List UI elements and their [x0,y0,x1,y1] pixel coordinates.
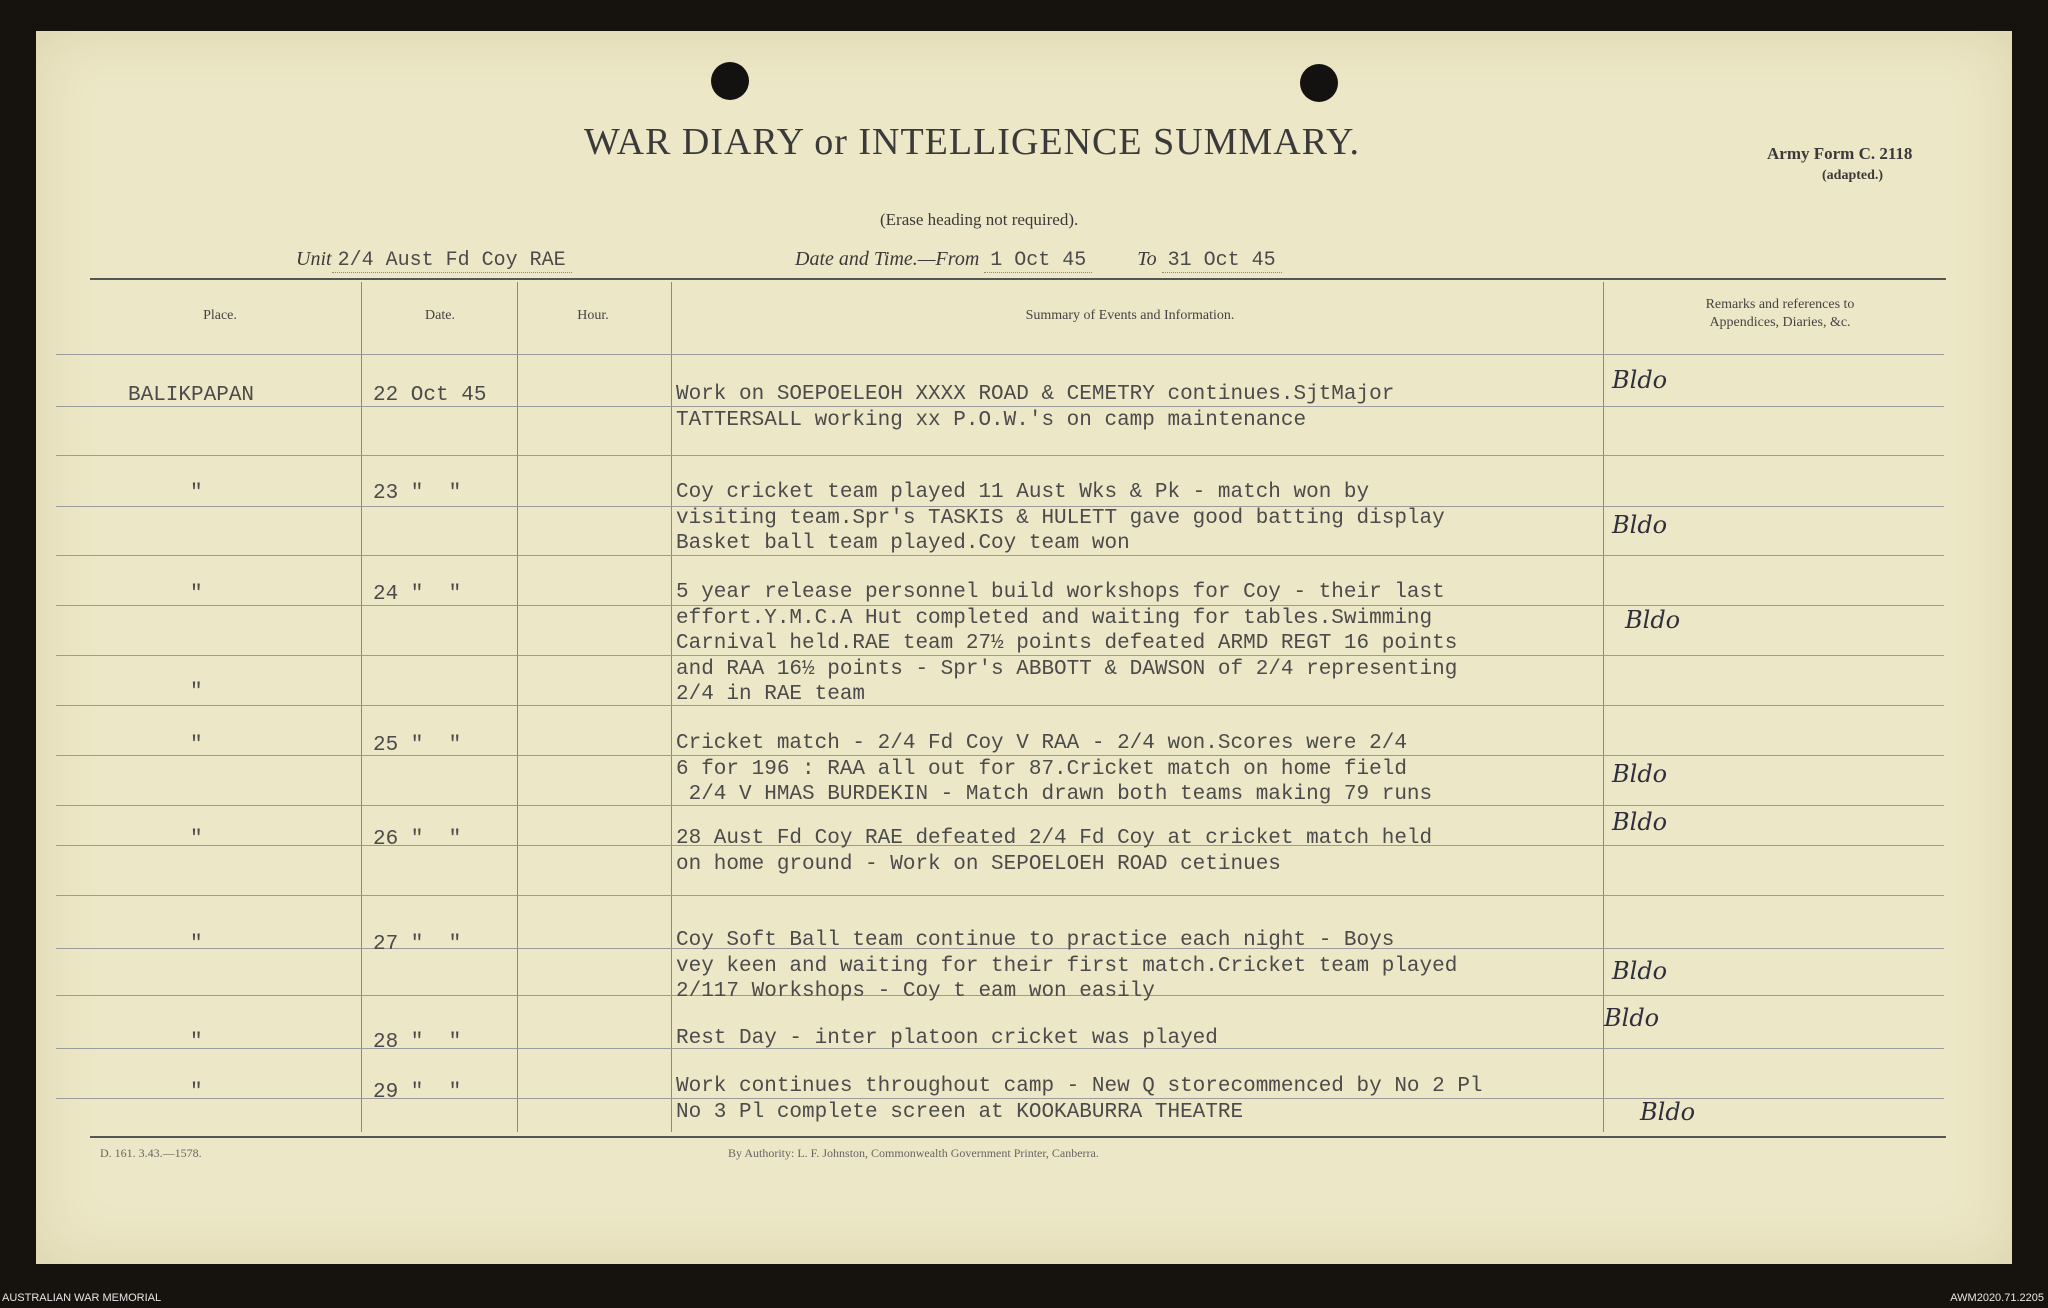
top-rule [90,278,1946,280]
date-from-label: Date and Time.—From [795,248,980,270]
entry-initials: Bldo [1625,606,1681,634]
entry-place: " [190,933,203,956]
entry-initials: Bldo [1612,957,1668,985]
entry-initials: Bldo [1640,1098,1696,1126]
entry-date: 27 " " [373,933,462,956]
entry-date: 26 " " [373,828,462,851]
entry-place: " [190,482,203,505]
punch-hole-left [711,62,749,100]
unit-value: 2/4 Aust Fd Coy RAE [332,249,572,273]
entry-summary: Work continues throughout camp - New Q storecommenced by No 2 Pl No 3 Pl complete screen at KOOKABURRA THEATRE [676,1075,1483,1124]
entry-initials: Bldo [1612,760,1668,788]
entry-summary: Cricket match - 2/4 Fd Coy V RAA - 2/4 won.Scores were 2/4 6 for 196 : RAA all out for 87.Cricket match on home field 2/4 V HMAS BURDEKIN - Match drawn both teams making 79 runs [676,732,1433,806]
archive-accession: AWM2020.71.2205 [1950,1292,2044,1304]
unit-label: Unit [296,248,332,270]
entry-initials: Bldo [1612,808,1668,836]
row-rule [56,895,1944,896]
entry-place: " [190,1031,203,1054]
date-line [795,248,1282,272]
bottom-rule [90,1136,1946,1138]
footer-code: D. 161. 3.43.—1578. [100,1146,202,1160]
entry-summary: Rest Day - inter platoon cricket was played [676,1027,1218,1050]
col-header-place: Place. [203,308,237,323]
col-divider-1 [361,282,362,1132]
entry-summary: Work on SOEPOELEOH XXXX ROAD & CEMETRY continues.SjtMajor TATTERSALL working xx P.O.W.'s on camp maintenance [676,383,1395,432]
col-divider-2 [517,282,518,1132]
entry-initials: Bldo [1612,366,1668,394]
entry-date: 24 " " [373,583,462,606]
entry-summary: 5 year release personnel build workshops for Coy - their last effort.Y.M.C.A Hut completed and waiting for tables.Swimming Carnival held.RAE team 27½ points defeated ARMD REGT 16 points and RAA 16½ points - Spr's ABBOTT & DAWSON of 2/4 representing 2/4 in RAE team [676,581,1458,706]
entry-place: BALIKPAPAN [128,384,255,407]
date-to-label: To [1137,248,1157,270]
entry-summary: Coy cricket team played 11 Aust Wks & Pk - match won by visiting team.Spr's TASKIS & HULETT gave good batting display Basket ball team played.Coy team won [676,481,1445,555]
entry-place: " [190,1081,203,1104]
army-form-adapted: (adapted.) [1822,168,1884,183]
entry-place: " [190,583,203,606]
entry-date: 23 " " [373,482,462,505]
punch-hole-right [1300,64,1338,102]
row-rule [56,354,1944,355]
entry-initials: Bldo [1604,1004,1660,1032]
col-header-date: Date. [425,308,455,323]
footer-authority: By Authority: L. F. Johnston, Commonwealth Government Printer, Canberra. [728,1146,1099,1160]
entry-date: 22 Oct 45 [373,384,487,407]
entry-initials: Bldo [1612,511,1668,539]
entry-place: " [190,734,203,757]
army-form-number: Army Form C. 2118 [1767,144,1913,163]
entry-place-ditto: " [190,681,203,704]
col-header-hour: Hour. [577,308,609,323]
row-rule [56,455,1944,456]
entry-date: 25 " " [373,734,462,757]
entry-summary: 28 Aust Fd Coy RAE defeated 2/4 Fd Coy at cricket match held on home ground - Work on SEPOELOEH ROAD cetinues [676,827,1433,876]
form-subtitle: (Erase heading not required). [880,210,1079,229]
entry-place: " [190,828,203,851]
col-header-summary: Summary of Events and Information. [1025,308,1235,323]
unit-line [296,248,572,272]
entry-summary: Coy Soft Ball team continue to practice each night - Boys vey keen and waiting for their first match.Cricket team played 2/117 Workshops - Coy t eam won easily [676,929,1458,1003]
entry-date: 29 " " [373,1081,462,1104]
archive-credit: AUSTRALIAN WAR MEMORIAL [2,1292,162,1304]
date-to-value: 31 Oct 45 [1162,249,1282,273]
date-from-value: 1 Oct 45 [984,249,1092,273]
form-title: WAR DIARY or INTELLIGENCE SUMMARY. [583,121,1360,163]
col-divider-3 [671,282,672,1132]
entry-date: 28 " " [373,1031,462,1054]
col-header-remarks: Remarks and references to Appendices, Diaries, &c. [1705,297,1855,330]
